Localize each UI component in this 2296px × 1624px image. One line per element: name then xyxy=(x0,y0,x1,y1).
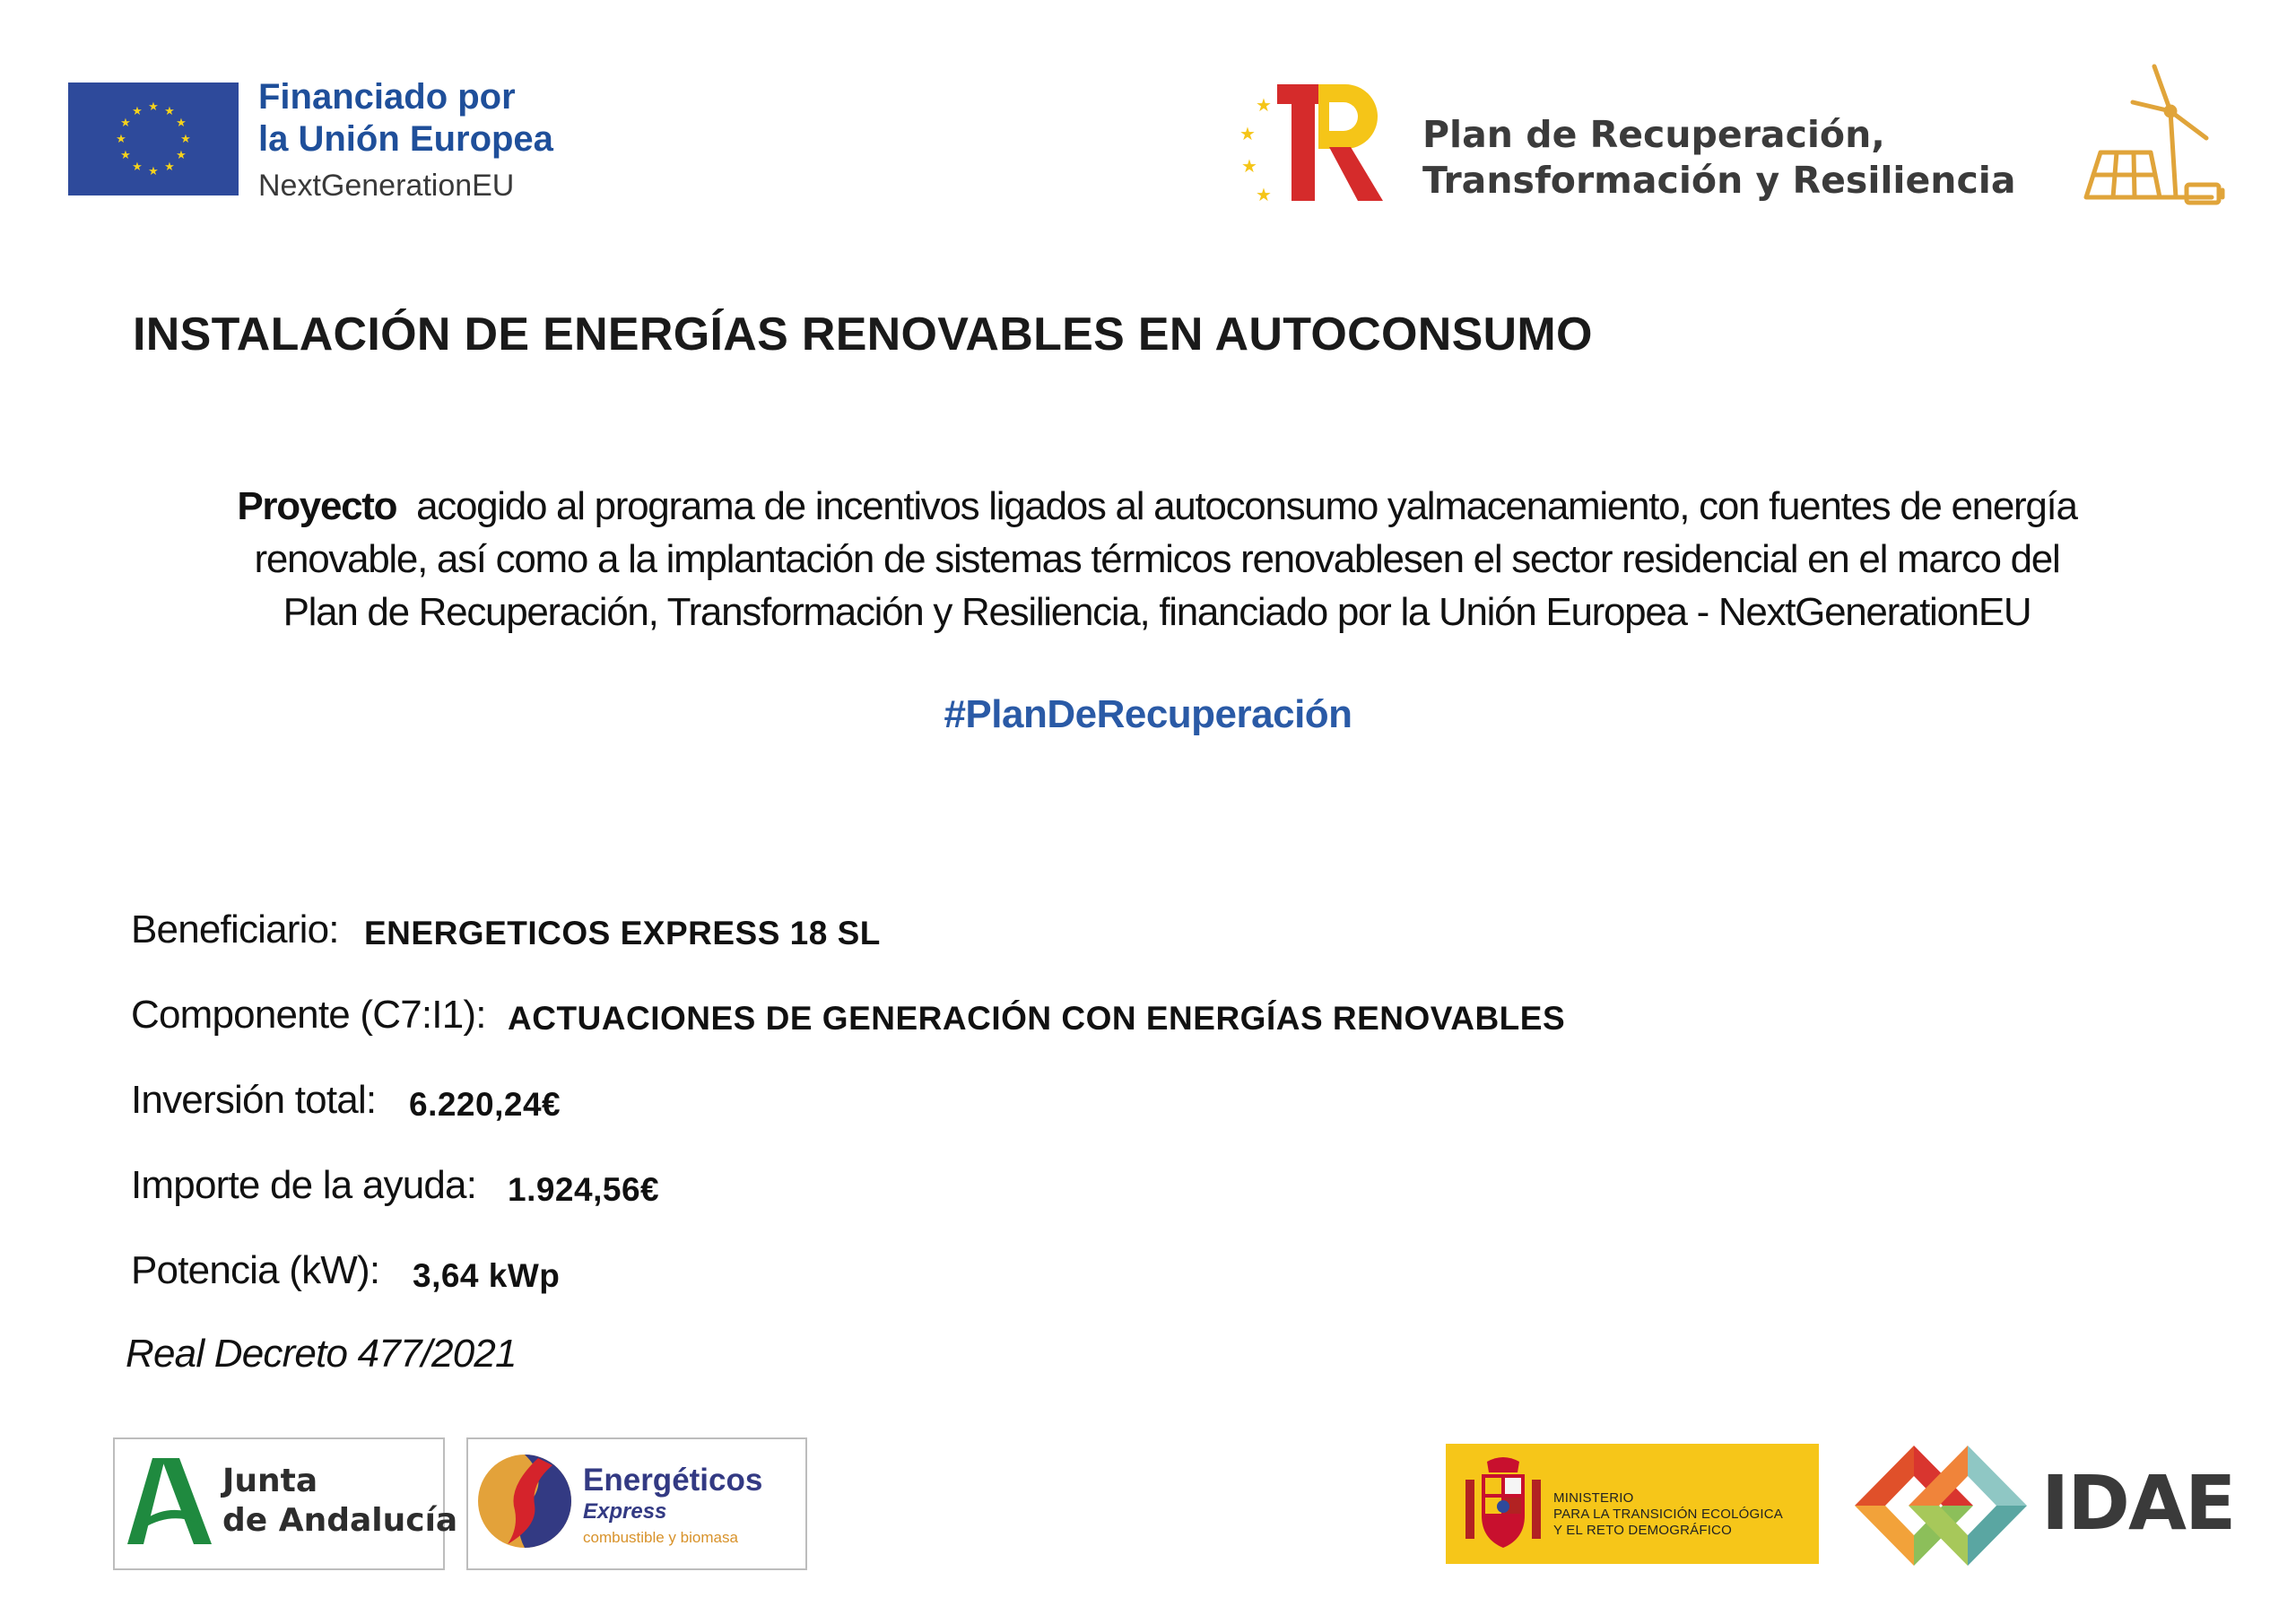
document-title: INSTALACIÓN DE ENERGÍAS RENOVABLES EN AUTOCONSUMO xyxy=(133,308,1593,360)
real-decreto: Real Decreto 477/2021 xyxy=(126,1332,517,1376)
windmill-solar-panel-icon xyxy=(2077,63,2228,212)
importe-label: Importe de la ayuda: xyxy=(131,1163,477,1207)
energeticos-express-logo-icon xyxy=(475,1451,574,1551)
eu-funding-line1: Financiado por xyxy=(258,77,516,117)
plan-recuperacion-line2: Transformación y Resiliencia xyxy=(1422,159,2016,202)
svg-text:★: ★ xyxy=(120,149,131,162)
ministerio-line3: Y EL RETO DEMOGRÁFICO xyxy=(1553,1523,1732,1538)
inversion-label: Inversión total: xyxy=(131,1078,377,1122)
energeticos-line1: Energéticos xyxy=(583,1463,763,1498)
project-description-line1 xyxy=(126,480,2188,533)
plan-recuperacion-line1: Plan de Recuperación, xyxy=(1422,113,1885,156)
componente-value: ACTUACIONES DE GENERACIÓN CON ENERGÍAS RENOVABLES xyxy=(508,1000,1566,1037)
componente-label: Componente (C7:I1): xyxy=(131,993,486,1037)
svg-text:★: ★ xyxy=(1241,155,1257,177)
junta-line1: Junta xyxy=(222,1463,318,1499)
svg-text:★: ★ xyxy=(1239,123,1256,144)
svg-text:★: ★ xyxy=(180,133,191,146)
junta-line2: de Andalucía xyxy=(222,1502,458,1539)
svg-text:★: ★ xyxy=(132,105,143,118)
beneficiario-value: ENERGETICOS EXPRESS 18 SL xyxy=(364,915,881,951)
project-lead-word: Proyecto xyxy=(237,484,397,528)
inversion-value: 6.220,24€ xyxy=(409,1086,561,1123)
importe-value: 1.924,56€ xyxy=(508,1171,660,1208)
project-description xyxy=(126,480,2188,638)
svg-text:★: ★ xyxy=(132,161,143,174)
beneficiario-label: Beneficiario: xyxy=(131,908,339,951)
junta-andalucia-a-icon xyxy=(126,1456,213,1546)
svg-text:★: ★ xyxy=(1256,94,1272,116)
svg-text:★: ★ xyxy=(176,149,187,162)
potencia-value: 3,64 kWp xyxy=(413,1257,561,1294)
eu-funding-line2: la Unión Europea xyxy=(258,119,553,159)
idae-wordmark: IDAE xyxy=(2041,1459,2235,1547)
ministerio-line2: PARA LA TRANSICIÓN ECOLÓGICA xyxy=(1553,1507,1783,1522)
svg-text:★: ★ xyxy=(148,165,159,178)
svg-text:★: ★ xyxy=(116,133,126,146)
idae-logo-icon xyxy=(1851,1442,2031,1569)
spain-coat-of-arms-icon xyxy=(1460,1453,1546,1555)
energeticos-line3: combustible y biomasa xyxy=(583,1529,738,1546)
potencia-label: Potencia (kW): xyxy=(131,1248,380,1292)
svg-text:★: ★ xyxy=(164,105,175,118)
eu-flag-icon xyxy=(68,83,239,195)
svg-text:★: ★ xyxy=(1256,184,1272,205)
svg-text:★: ★ xyxy=(120,117,131,130)
energeticos-line2: Express xyxy=(583,1499,667,1524)
svg-text:★: ★ xyxy=(164,161,175,174)
svg-text:★: ★ xyxy=(176,117,187,130)
hashtag: #PlanDeRecuperación xyxy=(944,692,1352,736)
svg-text:★: ★ xyxy=(148,100,159,114)
eu-funding-line3: NextGenerationEU xyxy=(258,169,515,203)
project-description-line3: Plan de Recuperación, Transformación y Resiliencia, financiado por la Unión Europea - NextGenerationEU xyxy=(283,590,2031,634)
ministerio-line1: MINISTERIO xyxy=(1553,1490,1634,1506)
prtr-logo-icon xyxy=(1229,75,1390,206)
project-description-line2: renovable, así como a la implantación de sistemas térmicos renovablesen el sector residencial en el marco del xyxy=(254,537,2060,581)
project-description-text1: acogido al programa de incentivos ligados al autoconsumo yalmacenamiento, con fuentes de energía xyxy=(416,484,2077,528)
